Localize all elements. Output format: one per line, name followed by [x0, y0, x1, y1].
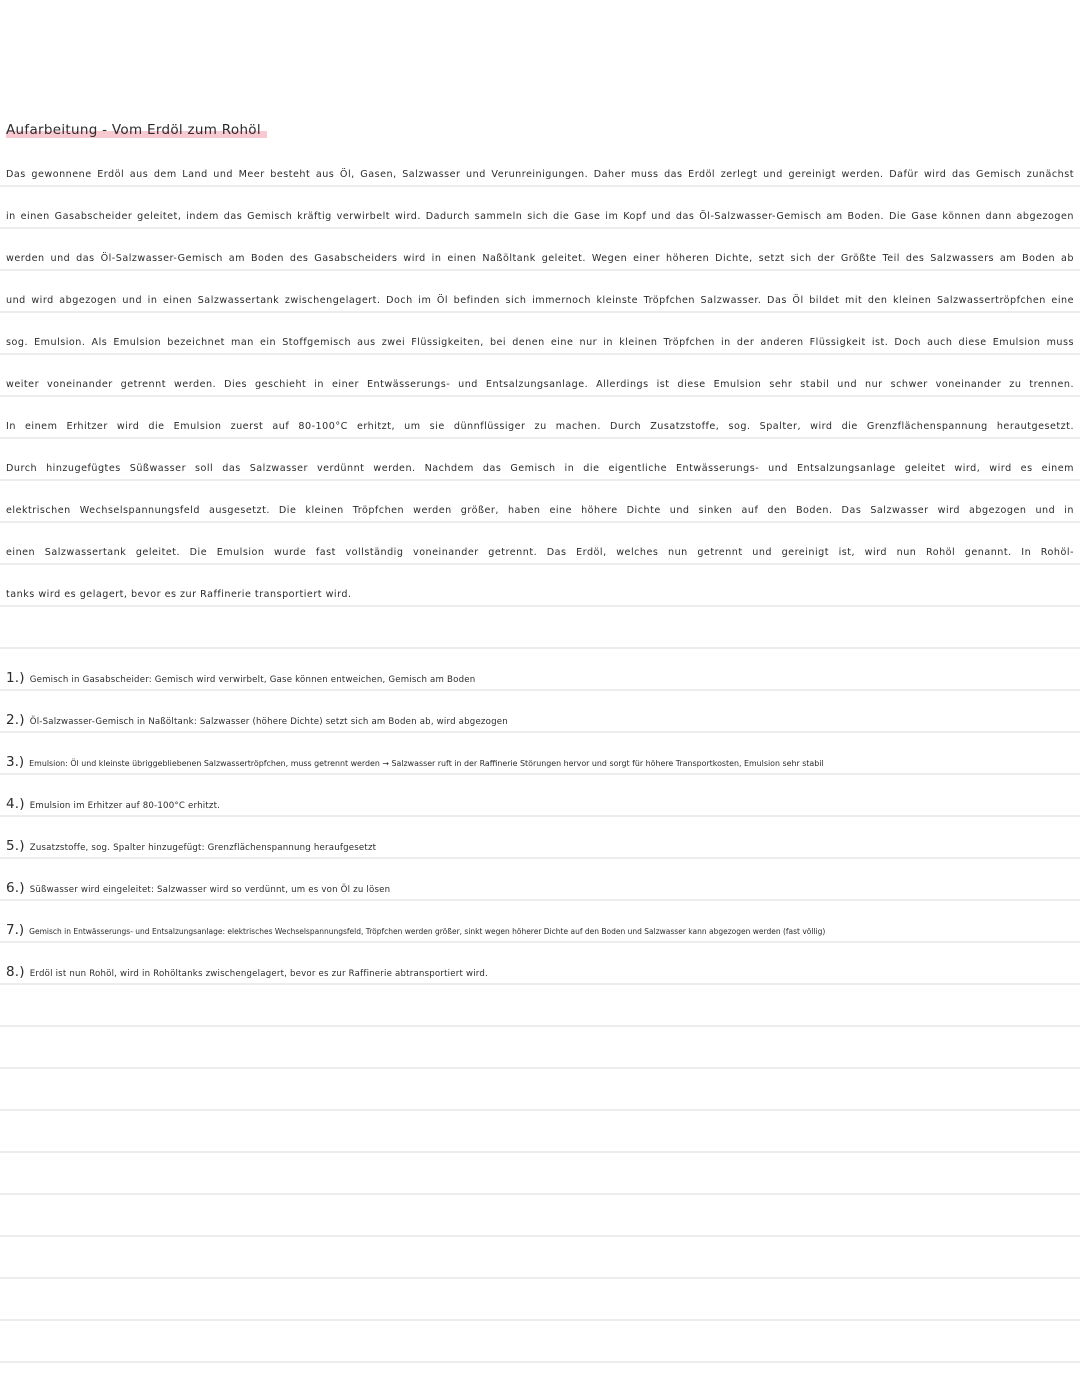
list-item [6, 796, 220, 814]
paragraph-line: In einem Erhitzer wird die Emulsion zuerst auf 80-100°C erhitzt, um sie dünnflüssiger zu machen. Durch Zusatzstoffe, sog. Spalter, wird die Grenzflächenspannung herautgesetzt. [6, 421, 1074, 432]
list-number: 1.) [6, 670, 25, 686]
paragraph-line: Das gewonnene Erdöl aus dem Land und Meer besteht aus Öl, Gasen, Salzwasser und Verunreinigungen. Daher muss das Erdöl zerlegt und gereinigt werden. Dafür wird das Gemisch zunächst [6, 169, 1074, 180]
list-number: 6.) [6, 880, 25, 896]
list-number: 2.) [6, 712, 25, 728]
list-item [6, 880, 390, 898]
list-number: 8.) [6, 964, 25, 980]
paragraph-line: und wird abgezogen und in einen Salzwassertank zwischengelagert. Doch im Öl befinden sich immernoch kleinste Tröpfchen Salzwasser. Das Öl bildet mit den kleinen Salzwassertröpfchen eine [6, 295, 1074, 306]
paragraph-line: Durch hinzugefügtes Süßwasser soll das Salzwasser verdünnt werden. Nachdem das Gemisch in die eigentliche Entwässerungs- und Entsalzungsanlage geleitet wird, wird es einem [6, 463, 1074, 474]
list-text: Erdöl ist nun Rohöl, wird in Rohöltanks zwischengelagert, bevor es zur Raffinerie abtransportiert wird. [29, 969, 488, 979]
list-text: Gemisch in Gasabscheider: Gemisch wird verwirbelt, Gase können entweichen, Gemisch am Boden [29, 675, 476, 685]
paragraph-line: werden und das Öl-Salzwasser-Gemisch am Boden des Gasabscheiders wird in einen Naßöltank geleitet. Wegen einer höheren Dichte, setzt sich der Größte Teil des Salzwassers am Boden ab [6, 253, 1074, 264]
list-item [6, 712, 508, 730]
page-title [6, 122, 267, 138]
list-text: Öl-Salzwasser-Gemisch in Naßöltank: Salzwasser (höhere Dichte) setzt sich am Boden ab, wird abgezogen [29, 717, 508, 727]
list-number: 7.) [6, 922, 25, 938]
list-text: Emulsion: Öl und kleinste übriggebliebenen Salzwassertröpfchen, muss getrennt werden → Salzwasser ruft in der Raffinerie Störungen hervor und sorgt für höhere Transportkosten, Emulsion sehr stabil [29, 759, 824, 768]
paragraph-line: weiter voneinander getrennt werden. Dies geschieht in einer Entwässerungs- und Entsalzungsanlage. Allerdings ist diese Emulsion sehr stabil und nur schwer voneinander zu trennen. [6, 379, 1074, 390]
list-text: Gemisch in Entwässerungs- und Entsalzungsanlage: elektrisches Wechselspannungsfeld, Tröpfchen werden größer, sinkt wegen höherer Dichte auf den Boden und Salzwasser kann abgezogen werden (fast völlig) [29, 927, 826, 936]
paragraph-line: elektrischen Wechselspannungsfeld ausgesetzt. Die kleinen Tröpfchen werden größer, haben eine höhere Dichte und sinken auf den Boden. Das Salzwasser wird abgezogen und in [6, 505, 1074, 516]
paragraph-line: in einen Gasabscheider geleitet, indem das Gemisch kräftig verwirbelt wird. Dadurch sammeln sich die Gase im Kopf und das Öl-Salzwasser-Gemisch am Boden. Die Gase können dann abgezogen [6, 211, 1074, 222]
list-text: Emulsion im Erhitzer auf 80-100°C erhitzt. [29, 801, 221, 811]
paragraph-line: einen Salzwassertank geleitet. Die Emulsion wurde fast vollständig voneinander getrennt. Das Erdöl, welches nun getrennt und gereinigt ist, wird nun Rohöl genannt. In Rohöl- [6, 547, 1074, 558]
list-text: Zusatzstoffe, sog. Spalter hinzugefügt: Grenzflächenspannung heraufgesetzt [29, 843, 377, 853]
list-item [6, 670, 475, 688]
list-item [6, 838, 376, 856]
title-highlight: Aufarbeitung - Vom Erdöl zum Rohöl [6, 122, 267, 138]
list-number: 5.) [6, 838, 25, 854]
list-number: 3.) [6, 754, 25, 770]
list-item [6, 922, 825, 940]
list-item [6, 754, 824, 772]
list-text: Süßwasser wird eingeleitet: Salzwasser wird so verdünnt, um es von Öl zu lösen [29, 885, 391, 895]
list-number: 4.) [6, 796, 25, 812]
paragraph-line: sog. Emulsion. Als Emulsion bezeichnet man ein Stoffgemisch aus zwei Flüssigkeiten, bei denen eine nur in kleinen Tröpfchen in der anderen Flüssigkeit ist. Doch auch diese Emulsion muss [6, 337, 1074, 348]
paragraph-line: tanks wird es gelagert, bevor es zur Raffinerie transportiert wird. [6, 589, 352, 600]
list-item [6, 964, 488, 982]
